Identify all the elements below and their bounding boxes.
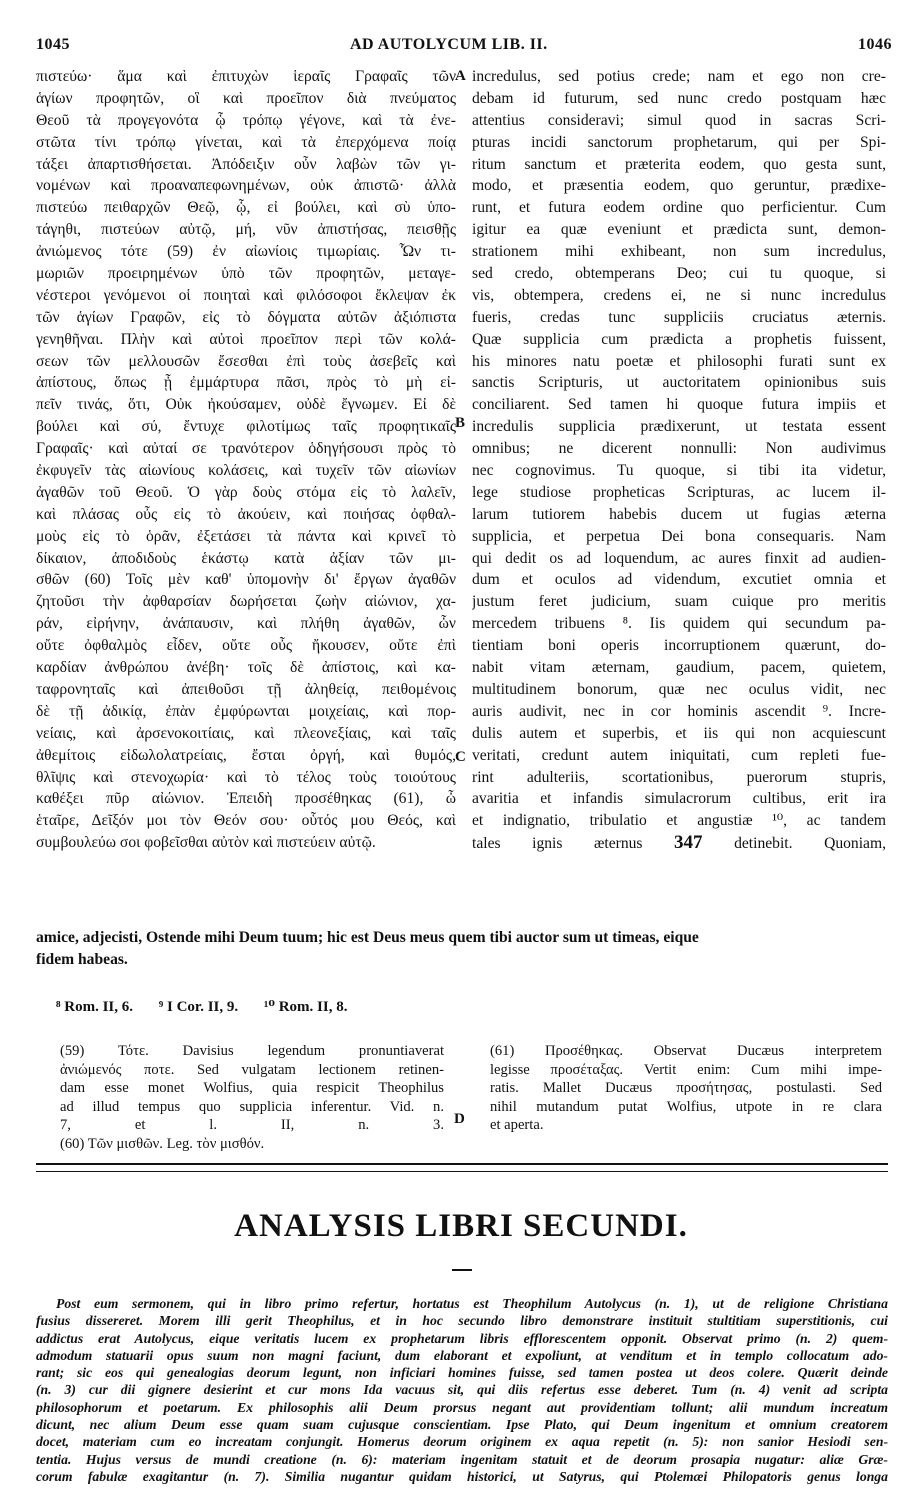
analysis-line: rant; sic eos qui genealogias deorum legunt, non inficiari homines fuisse, sed tamen postea ut deos colere. Quærit deinde [36, 1365, 888, 1381]
latin-line: fueris, credas tunc suppliciis cruciatus æternis. [472, 308, 886, 326]
latin-line: justum feret judicium, suam cuique pro meritis [472, 593, 886, 611]
latin-line: et indignatio, tribulatio et angustiæ ¹⁰, ac tandem [472, 812, 886, 830]
greek-line: ἁγίων προφητῶν, οἳ καὶ προεῖπον διὰ πνεύματος [36, 89, 456, 107]
greek-line: ἑταῖρε, Δεῖξόν μοι τὸν Θεόν σου· οὗτός μου Θεός, καὶ [36, 812, 456, 830]
latin-line: incredulis supplicia prædixerunt, ut testata essent [472, 418, 886, 436]
footnote-line: (60) Τῶν μισθῶν. Leg. τὸν μισθόν. [60, 1135, 265, 1152]
latin-line [472, 832, 886, 854]
greek-line: μωριῶν προειρημένων ὑπὸ τῶν προφητῶν, μεταγε- [36, 265, 456, 283]
latin-line: incredulus, sed potius crede; nam et ego non cre- [472, 68, 886, 85]
greek-line: τάγηθι, πιστεύων αὐτῷ, μή, νῦν ἀπιστήσας, πεισθῇς [36, 221, 456, 239]
greek-line: δὲ τῇ ἀδικίᾳ, ἐπὰν ἐμφύρωνται μοιχείαις, καὶ πορ- [36, 702, 456, 720]
latin-line: dulis autem et superbis, et iis qui non acquiescunt [472, 724, 886, 742]
greek-line: τῶν ἁγίων Γραφῶν, εἰς τὸ δόγματα αὐτῶν ἀξιόπιστα [36, 308, 456, 326]
analysis-line: fusius dissereret. Morem illi gerit Theophilus, et in hoc secundo libro demonstrare instituit stultitiam superstitionis, cui [36, 1313, 888, 1329]
footnotes-right [490, 1042, 882, 1135]
greek-line: ἀνιώμενος τότε (59) ἐν αἰωνίοις τιμωρίαις. Ὧν τι- [36, 243, 456, 261]
analysis-line: dicunt, nec alium Deum esse quam suam cujusque conscientiam. Ipse Plato, qui Deum ingenitum et omnium creatorem [36, 1417, 888, 1433]
analysis-line: (n. 3) cur dii gignere desierint et cur mons Ida vacuus sit, qui diis refertus esse deberet. Tum (n. 4) venit ad scripta [36, 1382, 888, 1398]
margin-letter-a: A [455, 68, 466, 84]
analysis-line: corum fabulæ exagitantur (n. 7). Similia nugantur quidam historici, ut Satyrus, qui Ptolemæi Philopatoris genus longa [36, 1468, 888, 1484]
latin-line: mercedem tribuens ⁸. Iis quidem qui secundum pa- [472, 615, 886, 633]
latin-line: his minores natu poetæ et philosophi furati sunt ex [472, 352, 886, 370]
latin-line: rint adulteriis, scortationibus, puerorum stupris, [472, 768, 886, 786]
greek-line: καρδίαν ἀνθρώπου ἀνέβη· τοῖς δὲ ἀπίστοις, καὶ κα- [36, 659, 456, 677]
greek-line: πεῖν τινάς, ὅτι, Οὐκ ἠκούσαμεν, οὐδὲ ἔγνωμεν. Εἰ δὲ [36, 396, 456, 414]
greek-line: ζητοῦσι τὴν ἀφθαρσίαν δωρήσεται ζωὴν αἰώνιον, χα- [36, 593, 456, 611]
footnote-line: nihil mutandum putat Wolfius, utpote in re clara [490, 1098, 882, 1115]
latin-line: omnibus; ne dicerent nonnulli: Non audivimus [472, 440, 886, 458]
footnotes-left [60, 1042, 444, 1154]
running-title: AD AUTOLYCUM LIB. II. [350, 36, 548, 53]
greek-line: δίκαιον, ἀποδιδοὺς ἑκάστῳ κατὰ ἀξίαν τῶν μι- [36, 549, 456, 567]
margin-letter-b: B [455, 415, 466, 431]
page-number-right: 1046 [858, 36, 892, 53]
greek-line: βούλει καὶ σύ, ἔντυχε φιλοτίμως ταῖς προφητικαῖς [36, 418, 456, 436]
analysis-paragraph [36, 1295, 888, 1485]
latin-line: strationem mihi exhibeant, non sum incredulus, [472, 243, 886, 261]
latin-line: lege studiose propheticas Scripturas, ac lucem il- [472, 483, 886, 501]
greek-line: σθῶν (60) Τοῖς μὲν καθ' ὑπομονὴν δι' ἔργων ἀγαθῶν [36, 571, 456, 589]
column-number: 347 [674, 832, 703, 854]
footnote-line: ratis. Mallet Ducæus προσήτησας, postulasti. Sed [490, 1080, 882, 1097]
greek-line: τάξει ἀπαρτισθήσεται. Ἀπόδειξιν οὖν λαβὼν τῶν γι- [36, 155, 456, 173]
latin-line: conciliarent. Sed tamen hi quoque futura impiis et [472, 396, 886, 414]
latin-line: ritum sanctum et præterita eodem, quo gesta sunt, [472, 155, 886, 173]
margin-letter-d: D [454, 1111, 465, 1127]
section-rule-thin [36, 1171, 888, 1172]
greek-line: νομένων καὶ προαναπεφωνημένων, οὐκ ἀπιστῶ· ἀλλὰ [36, 177, 456, 195]
greek-line: νείαις, καὶ ἀρσενοκοιτίαις, καὶ πλεονεξίαις, καὶ ταῖς [36, 724, 456, 742]
bridge-line: fidem habeas. [36, 951, 128, 968]
latin-line: modo, et præsentia eodem, quo geruntur, prædixe- [472, 177, 886, 195]
greek-line: ράν, εἰρήνην, ἀνάπαυσιν, καὶ πλήθη ἀγαθῶν, ὧν [36, 615, 456, 633]
latin-line: attentius consideravi; simul quod in sacras Scri- [472, 111, 886, 129]
greek-line: καὶ πλάσας οὖς εἰς τὸ ἀκούειν, καὶ ποιήσας ὀφθαλ- [36, 505, 456, 523]
greek-line: Γραφαῖς· καὶ αὐταί σε τρανότερον ὁδηγήσουσι πρὸς τὸ [36, 440, 456, 458]
section-rule-thick [36, 1163, 888, 1165]
latin-line: vis, obtempera, credens ei, ne si nunc incredulus [472, 286, 886, 304]
latin-line: runt, et futura eodem ordine quo perficientur. Cum [472, 199, 886, 217]
latin-line: sanctis Scripturis, ut auctoritatem opinionibus suis [472, 374, 886, 392]
greek-line: ταφρονηταῖς καὶ ἀπειθοῦσι τῇ ἀληθείᾳ, πειθομένοις [36, 680, 456, 698]
greek-line: θλῖψις καὶ στενοχωρία· καὶ τὸ τέλος τοὺς τοιούτους [36, 768, 456, 786]
latin-line: debam id futurum, sed nunc credo postquam hæc [472, 89, 886, 107]
footnote-line: dam esse monet Wolfius, quia respicit Theophilus [60, 1080, 444, 1097]
footnote-line: 7, et l. II, n. 3. [60, 1117, 444, 1134]
latin-line: auris audivit, nec in cor hominis ascendit ⁹. Incre- [472, 702, 886, 720]
greek-line: ἀπίστους, ὅπως ᾖ ἐμμάρτυρα πᾶσι, πρὸς τὸ μὴ εἰ- [36, 374, 456, 392]
footnote-line: ad illud tempus quo supplicia inferentur. Vid. n. [60, 1098, 444, 1115]
footnote-line: (61) Προσέθηκας. Observat Ducæus interpretem [490, 1043, 882, 1059]
latin-text-column [472, 66, 886, 854]
scripture-references [56, 997, 369, 1016]
greek-line: πιστεύω· ἅμα καὶ ἐπιτυχὼν ἱεραῖς Γραφαῖς τῶν [36, 68, 456, 85]
scripture-ref: ⁹ I Cor. II, 9. [158, 999, 239, 1015]
latin-line: nec cognovimus. Tu quoque, si tibi ita videtur, [472, 462, 886, 480]
greek-line: σεων τῶν μελλουσῶν ἔσεσθαι ἐπὶ τοὺς ἀσεβεῖς καὶ [36, 352, 456, 370]
scripture-ref: ⁸ Rom. II, 6. [56, 999, 133, 1015]
footnote-line: et aperta. [490, 1117, 544, 1134]
page-number-left: 1045 [36, 36, 70, 53]
latin-line: avaritia et infandis simulacrorum cultibus, erit ira [472, 790, 886, 808]
latin-line: larum tutiorem habebis ducem ut fugias æterna [472, 505, 886, 523]
bridge-line: amice, adjecisti, Ostende mihi Deum tuum; hic est Deus meus quem tibi auctor sum ut timeas, eique [36, 929, 699, 946]
scripture-ref: ¹⁰ Rom. II, 8. [263, 999, 348, 1015]
analysis-line: Post eum sermonem, qui in libro primo refertur, hortatus est Theophilum Autolycus (n. 1), ut de religione Christiana [56, 1296, 888, 1311]
greek-line: νέστεροι γενόμενοι οἱ ποιηταὶ καὶ φιλόσοφοι ἔκλεψαν ἐκ [36, 286, 456, 304]
latin-line-text: detinebit. Quoniam, [734, 835, 886, 853]
footnote-line: ἀνιώμενός ποτε. Sed vulgatam lectionem retinen- [60, 1061, 444, 1078]
greek-line: ἀθεμίτοις εἰδωλολατρείαις, ἔσται ὀργή, καὶ θυμός, [36, 746, 456, 764]
latin-line: nabit vitam æternam, gaudium, pacem, quietem, [472, 659, 886, 677]
latin-line: multitudinem bonorum, quæ nec oculus vidit, nec [472, 680, 886, 698]
footnote-line: legisse προσέταξας. Vertit enim: Cum mihi impe- [490, 1061, 882, 1078]
greek-line: πιστεύω πειθαρχῶν Θεῷ, ᾧ, εἰ βούλει, καὶ σὺ ὑπο- [36, 199, 456, 217]
analysis-line: tentia. Hujus versus de mundi creatione (n. 6): materiam ingenitam statuit et de deorum prosapia nugatur: aliæ Græ- [36, 1451, 888, 1467]
greek-line: συμβουλεύω σοι φοβεῖσθαι αὐτὸν καὶ πιστεύειν αὐτῷ. [36, 834, 376, 852]
latin-line: supplicia, et perpetua Dei bona consequaris. Nam [472, 527, 886, 545]
greek-line: στῶτα τίνι τρόπῳ γίνεται, καὶ τὰ ἐπερχόμενα ποίᾳ [36, 133, 456, 151]
latin-line-text: tales ignis æternus [472, 835, 643, 853]
latin-line: sed credo, obtemperans Deo; cui tu quoque, si [472, 265, 886, 283]
greek-line: μοὺς εἰς τὸ ὁρᾶν, ἐξετάσει τὰ πάντα καὶ κρινεῖ τὸ [36, 527, 456, 545]
greek-line: γενηθῆναι. Πλὴν καὶ αὐτοὶ προεῖπον περὶ τῶν κολά- [36, 330, 456, 348]
analysis-line: admodum statuarii opus suum non magni faciunt, dum elaborant et expoliunt, at venditum et in templo collocatum ado- [36, 1347, 888, 1363]
margin-letter-c: C [455, 749, 466, 765]
latin-line: pturas incidi sanctorum prophetarum, qui per Spi- [472, 133, 886, 151]
latin-line: veritati, credunt autem iniquitati, cum repleti fue- [472, 746, 886, 764]
title-dash [452, 1269, 472, 1271]
bridge-text [36, 927, 888, 971]
analysis-line: philosophorum et poetarum. Ex philosophis alii Deum prorsus negant aut providentiam tollunt; alii mundum increatum [36, 1399, 888, 1415]
analysis-line: docet, materiam cum eo increatam conjungit. Homerus deorum originem ex aqua repetit (n. 5): non sanior Hesiodi sen- [36, 1434, 888, 1450]
section-title: ANALYSIS LIBRI SECUNDI. [234, 1208, 688, 1244]
analysis-line: addictus erat Autolycus, eique veritatis lucem ex prophetarum libris efflorescentem opponit. Observat primo (n. 2) quem- [36, 1330, 888, 1346]
greek-line: ἐκφυγεῖν τὰς αἰωνίους κολάσεις, καὶ τυχεῖν τῶν αἰωνίων [36, 462, 456, 480]
latin-line: igitur ea quæ eveniunt et prædicta sunt, demon- [472, 221, 886, 239]
latin-line: qui dedit os ad loquendum, ac aures finxit ad audien- [472, 549, 886, 567]
greek-line: ἀγαθῶν τοῦ Θεοῦ. Ὁ γὰρ δοὺς στόμα εἰς τὸ λαλεῖν, [36, 483, 456, 501]
footnote-line: (59) Τότε. Davisius legendum pronuntiaverat [60, 1043, 444, 1059]
greek-text-column [36, 66, 456, 854]
latin-line: tientiam boni operis incorruptionem quærunt, do- [472, 637, 886, 655]
greek-line: Θεοῦ τὰ προγεγονότα ᾧ τρόπῳ γέγονε, καὶ τὰ ἐνε- [36, 111, 456, 129]
latin-line: Quæ supplicia cum prædicta a prophetis fuissent, [472, 330, 886, 348]
latin-line: dum et oculos ad videndum, excutiet omnia et [472, 571, 886, 589]
greek-line: καθέξει πῦρ αἰώνιον. Ἐπειδὴ προσέθηκας (61), ὦ [36, 790, 456, 808]
greek-line: οὔτε ὀφθαλμὸς εἶδεν, οὔτε οὖς ἤκουσεν, οὔτε ἐπὶ [36, 637, 456, 655]
